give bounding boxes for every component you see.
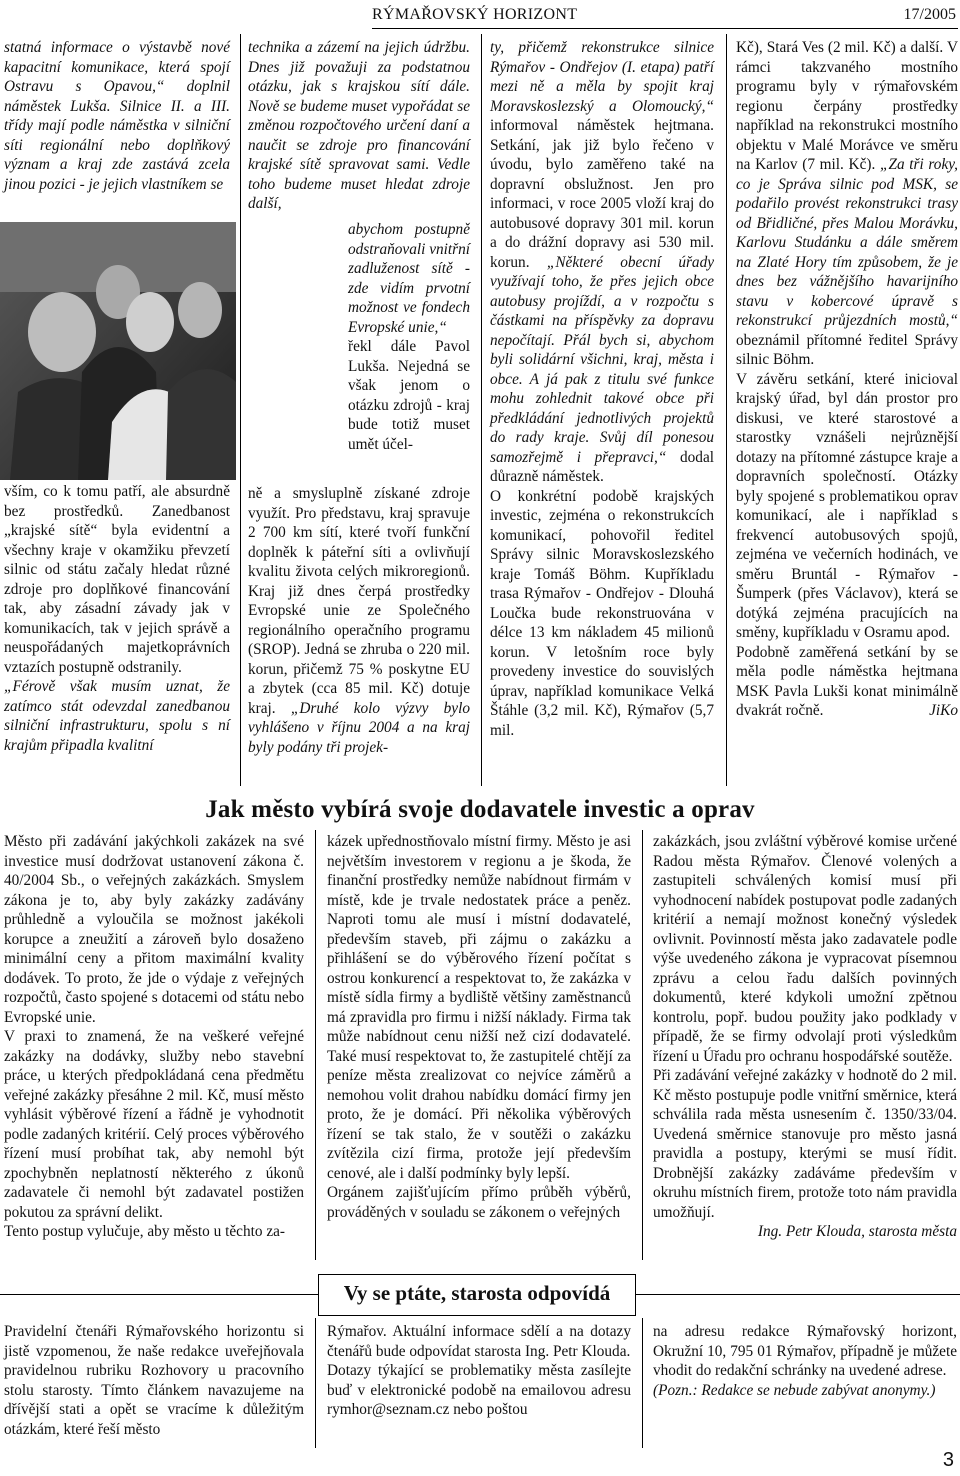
column-rule <box>642 830 643 1260</box>
article2-col1-p3: Tento postup vylučuje, aby město u těchto za- <box>4 1223 285 1240</box>
article1-col1-quote: „Férově však musím uznat, že zatímco stát odevzdal zanedbanou silniční infrastrukturu, spolu s ní krajům připadla kvalitní <box>4 678 230 754</box>
article1-col4-quote: „Za tři roky, co je Správa silnic pod MSK, se podařilo provést rekonstrukci trasy od Břidličné, přes Malou Morávku, Karlovu Studánku a dále směrem na Zlaté Hory tím způsobem, že je dnes bez vážnějšího havarijního stavu v kobercové úpravě s rekonstrukcí průjezdních mostů,“ <box>736 156 959 329</box>
article2-signature: Ing. Petr Klouda, starosta města <box>757 1223 957 1240</box>
article1-col3-text1: informoval náměstek hejtmana. Setkání, jak již bylo řečeno v úvodu, bylo zaměřeno také na dopravní obslužnost. Jen pro informaci, v roce 2005 vloží kraj do autobusové dopravy 301 mil. korun a do drážní dopravy asi 530 mil. korun. <box>490 117 714 271</box>
article1-col2-top-text: technika a zázemí na jejich údržbu. Dnes již považuji za podstatnou otázku, jak s krajskou sítí dále. Nově se budeme muset vypořádat se změnou rozpočtového určení daní a naučit se zdroje pro financování krajské sítě spravovat sami. Vedle toho budeme muset hledat zdroje další, <box>248 39 470 212</box>
article2-col1-p2: V praxi to znamená, že na veškeré veřejné zakázky na dodávky, služby nebo stavební práce, u kterých předpokládaná cena předmětu veřejné zakázky přesáhne 2 mil. Kč, musí město vyhlásit výběrové řízení a řádně je vyhodnotit podle zadaných kritérií. Celý proces výběrového řízení musí probíhat tak, aby nemohl být zpochybněn neplatností některého z úkonů zadavatele či nemohl být zadavatel postižen pokutou za správní delikt. <box>4 1028 304 1221</box>
column-rule <box>642 1318 643 1448</box>
article3-headline: Vy se ptáte, starosta odpovídá <box>318 1274 636 1316</box>
article3-col2-text2: Dotazy týkající se problematiky města zasílejte buď v elektronické podobě na emailovou adresu rymhor@seznam.cz nebo poštou <box>327 1362 631 1418</box>
column-rule <box>726 34 727 786</box>
article3-col3 <box>653 1322 957 1400</box>
article2-col1-p1: Město při zadávání jakýchkoli zakázek na své investice musí dodržovat ustanovení zákona č. 40/2004 Sb., o veřejných zakázkách. Smyslem zákona je to, aby byly zakázky zadávány průhledně a vyloučila se možnost jakékoli korupce a zneužití a zároveň bylo dosaženo minimální ceny a přitom maximální kvality dodávek. To proto, že jde o výdaje z veřejných rozpočtů, často spojené s dotacemi od státu nebo Evropské unie. <box>4 833 304 1026</box>
article3-col2 <box>327 1322 631 1420</box>
page-header <box>372 6 958 29</box>
article1-col3-quote1: ty, přičemž rekonstrukce silnice Rýmařov - Ondřejov (I. etapa) patří mezi ně a měla by spojit kraj Moravskoslezský a Olomoucký,“ <box>490 39 714 115</box>
article1-signature: JiKo <box>929 702 958 719</box>
issue-number: 17/2005 <box>903 6 956 23</box>
article1-col4-text4: Podobně zaměřená setkání by se měla podle náměstka hejtmana MSK Pavla Lukši konat minimálně dvakrát ročně. <box>736 643 958 719</box>
column-rule <box>240 34 241 786</box>
article1-col2-wrap-text: abychom postupně odstraňovali vnitřní zadluženost sítě - zde vidím prvotní možnost ve fondech Evropské unie,“ <box>348 221 470 336</box>
article1-col3 <box>490 38 714 740</box>
column-rule <box>315 1318 316 1448</box>
article1-col2-bottom <box>248 484 470 757</box>
page-number: 3 <box>942 1449 954 1471</box>
article2-col2 <box>327 832 631 1222</box>
article3-col3-text: na adresu redakce Rýmařovský horizont, Okružní 10, 795 01 Rýmařov, případně je můžete vhodit do redakční schránky na uvedené adrese. <box>653 1323 957 1379</box>
article2-col3 <box>653 832 957 1242</box>
column-rule <box>315 830 316 1260</box>
article1-col1-bottom <box>4 482 230 755</box>
publication-title: RÝMAŘOVSKÝ HORIZONT <box>372 6 578 23</box>
article3-col1 <box>4 1322 304 1439</box>
photo-image <box>0 222 236 480</box>
article1-col1-top-text: statná informace o výstavbě nové kapacitní komunikace, která spojí Ostravu s Opavou,“ doplnil náměstek Lukša. Silnice II. a III. třídy mají podle náměstka v silniční síti regionální nebo doplňkový význam a kraj zde zastává zcela jinou pozici - je jejich vlastníkem se <box>4 39 230 193</box>
meeting-photo <box>0 222 236 480</box>
article2-col2-p2: Orgánem zajišťujícím přímo průběh výběrů, prováděných v souladu se zákonem o veřejných <box>327 1184 631 1221</box>
article1-col4-text1: Kč), Stará Ves (2 mil. Kč) a další. V rámci takzvaného mostního programu byly v rýmařovském regionu čerpány prostředky například na rekonstrukci mostního objektu v Malé Morávce ve směru na Karlov (7 mil. Kč). <box>736 39 958 173</box>
article2-col1 <box>4 832 304 1242</box>
article2-col2-p1: kázek upřednostňovalo místní firmy. Město je asi největším investorem v regionu a je škoda, že finanční prostředky nemůže nabídnout firmám v místě, kde je trvale nedostatek práce a peněz. Naproti tomu ale musí i místní dodavatelé, především staveb, při zájmu o zakázku a přihlášení se do výběrového řízení počítat s ostrou konkurencí a respektovat to, že zakázka v místě sídla firmy a bydliště většiny zaměstnanců má zpravidla pro firmu i nižší náklady. Firma tak může nabídnout cenu nižší než cizí dodavatelé. Také musí respektovat to, že zastupitelé chtějí za peníze města zrealizovat co nejvíce záměrů a nemohou volit drahou nabídku domácí firmy jen proto, že je domácí. Při několika výběrových řízení se tak stalo, že v soutěži o zakázku zvítězila cizí firma, protože její především cenové, ale i další podmínky byly lepší. <box>327 833 631 1182</box>
column-rule <box>481 34 482 786</box>
article3-col2-text: Rýmařov. Aktuální informace sdělí a na dotazy čtenářů bude odpovídat starosta Ing. Petr Klouda. <box>327 1323 631 1360</box>
article1-col4 <box>736 38 958 721</box>
article1-col1-bottom-text: vším, co k tomu patří, ale absurdně bez prostředků. Zanedbanost „krajské sítě“ byla evidentní a všechny kraje v okamžiku převzetí silnic od státu začaly hledat různé zdroje pro doplňkové financování tak, aby zásadní závady jak v komunikacích, tak v jejich správě a neuspořádaných majetkoprávních vztazích postupně odstranily. <box>4 483 230 676</box>
article1-col2-wrap <box>348 220 470 454</box>
article1-col3-quote2: „Některé obecní úřady využívají toho, že přes jejich obce autobusy projíždí, a v rozpočtu s částkami na příspěvky za dopravu nepočítají. Přál bych si, abychom byli solidární všichni, kraj, města i obce. A já pak z titulu své funkce mohu zohlednit takové obce při předkládání jednotlivých projektů do rady kraje. Svůj díl ponesou samozřejmě i přepravci,“ <box>490 253 715 466</box>
article3-col1-text: Pravidelní čtenáři Rýmařovského horizontu si jistě vzpomenou, že naše redakce uveřejňovala pravidelnou rubriku Rozhovory u pracovního stolu starosty. Tímto článkem navazujeme na dřívější stati a opět se vracíme k důležitým otázkám, které řeší město <box>4 1323 304 1438</box>
article2-col3-p1: zakázkách, jsou zvláštní výběrové komise určené Radou města Rýmařov. Členové volených a zastupiteli schválených komisí musí při vyhodnocení nabídek postupovat podle zadaných kritérií a nemají možnost konečný výsledek ovlivnit. Povinností města jako zadavatele podle výše uvedeného zákona je vypracovat písemnou zprávu a celou řadu dalších povinných dokumentů, které kdykoli umožní zpětnou kontrolu, popř. budou použity jako podklady v případě, že se firmy odvolají proti výsledkům řízení u Úřadu pro ochranu hospodářské soutěže. <box>653 833 957 1065</box>
article3-col3-note: (Pozn.: Redakce se nebude zabývat anonymy.) <box>653 1381 936 1399</box>
article1-col4-text3: V závěru setkání, které inicioval krajský úřad, byl dán prostor pro diskusi, ve které starostové a starostky vznášeli nejrůznější dotazy na přítomné zástupce kraje a dopravních společností. Otázky byly spojené s problematikou oprav komunikací, ale i například s frekvencí autobusových spojů, zejména ve večerních hodinách, ve směru Bruntál - Rýmařov - Šumperk (přes Václavov), která se dotýká zejména pracujících na směny, kupříkladu v Osramu apod. <box>736 370 958 641</box>
article1-col2-wrap-text2: řekl dále Pavol Lukša. Nejedná se však jenom o otázku zdrojů - kraj bude totiž muset umět účel- <box>348 338 470 453</box>
article1-col2-quote: „Druhé kolo výzvy bylo vyhlášeno v říjnu 2004 a na kraj byly podány tři projek- <box>248 699 470 756</box>
article2-col3-p2: Při zadávání veřejné zakázky v hodnotě do 2 mil. Kč město postupuje podle vnitřní směrnice, která schválila rada města usnesením č. 1350/33/04. Uvedená směrnice stanovuje pro město jasná pravidla a postupy, kterými se musí řídit. Drobnější zakázky zadáváme především v okruhu místních firem, protože toto nám pravidla umožňují. <box>653 1067 957 1221</box>
article1-col2-bottom-text: ně a smysluplně získané zdroje využít. Pro představu, kraj spravuje 2 700 km sítí, které tvoří funkční doplněk k páteřní síti a ovlivňují kvalitu života celých mikroregionů. Kraj již dnes čerpá prostředky Evropské unie ze Společného regionálního operačního programu (SROP). Jedná se zhruba o 220 mil. korun, přičemž 75 % poskytne EU a zbytek (cca 85 mil. Kč) dotuje kraj. <box>248 485 470 717</box>
article1-col3-text2: dodal důrazně náměstek. <box>490 448 714 485</box>
article2-headline: Jak město vybírá svoje dodavatele investic a oprav <box>205 796 755 823</box>
article1-col3-text3: O konkrétní podobě krajských investic, zejména o rekonstrukcích komunikací, pohovořil ředitel Správy silnic Moravskoslezského kraje Tomáš Böhm. Kupříkladu trasa Rýmařov - Ondřejov - Dlouhá Loučka bude rekonstruována v délce 13 km nákladem 45 milionů korun. V letošním roce byly provedeny investice do souvislých úprav, například komunikace Velká Štáhle (3,2 mil. Kč), Rýmařov (5,7 mil. <box>490 487 714 739</box>
article1-col4-text2: obeznámil přítomné ředitel Správy silnic Böhm. <box>736 331 958 368</box>
article1-col2-top <box>248 38 470 214</box>
article1-col1-top <box>4 38 230 194</box>
